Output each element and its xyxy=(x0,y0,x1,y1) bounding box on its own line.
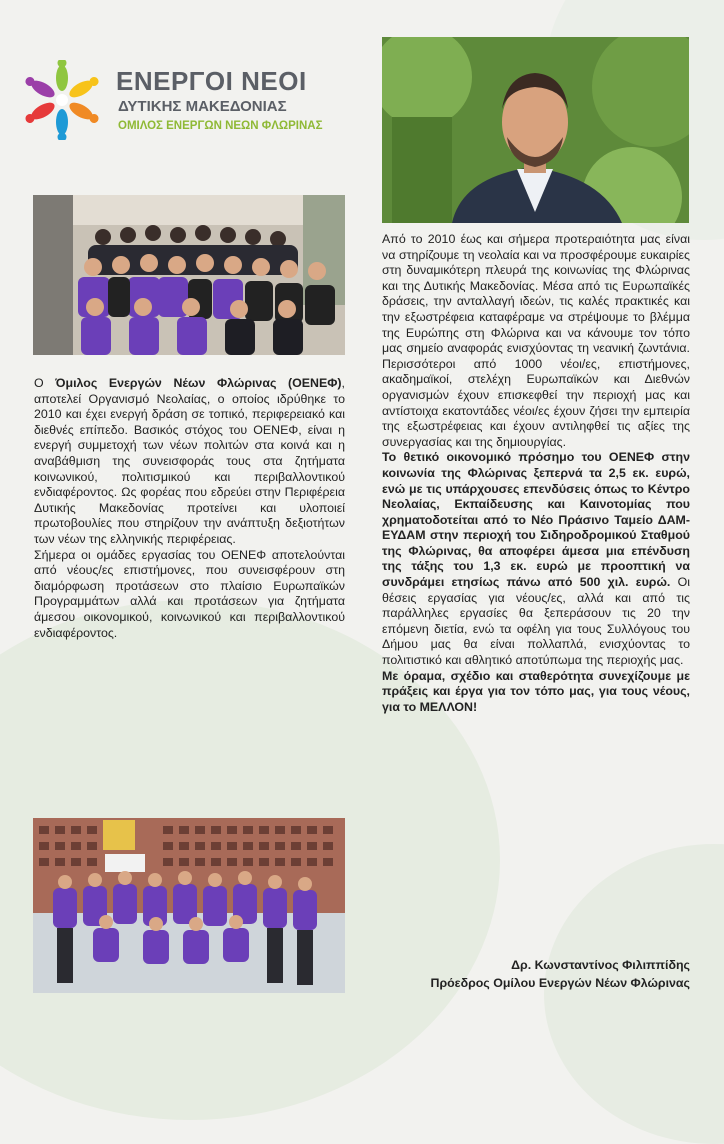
intro-column xyxy=(34,376,345,641)
organization-name: Όμιλος Ενεργών Νέων Φλώρινας (ΟΕΝΕΦ) xyxy=(55,376,342,390)
history-paragraph: Από το 2010 έως και σήμερα προτεραιότητα μας είναι να στηρίζουμε τη νεολαία και να προσφέρουμε ευκαιρίες στη δυναμικότερη πλευρά της κοινωνίας της Φλώρινας και της Δυτικής Μακεδονίας. Μέσα από τις Ευρωπαϊκές δράσεις, την ανταλλαγή ιδεών, τις καλές πρακτικές και την εξωστρέφεια καταφέραμε να στρέψουμε το βλέμμα της Ευρώπης στη Φλώρινα και να κάνουμε τον τόπο μας σημείο αναφοράς ενισχύοντας τη νεανική ζωντάνια. Περισσότεροι από 1000 νέοι/ες, επιστήμονες, ακαδημαϊκοί, στελέχη Ευρωπαϊκών και Διεθνών οργανισμών έχουν επισκεφθεί την περιοχή μας και αντίστοιχα εκατοντάδες νέοι/ες έχουν ζήσει την εμπειρία της εξωστρέφειας και έχουν αντιληφθεί τις αξίες της συνεργασίας και της δημιουργίας. xyxy=(382,232,690,449)
group-photo xyxy=(33,195,345,355)
organization-logo xyxy=(22,60,342,140)
president-statement-column xyxy=(382,232,690,715)
logo-title: ΕΝΕΡΓΟΙ ΝΕΟΙ xyxy=(116,66,307,96)
people-flower-icon xyxy=(22,60,102,140)
signature-block xyxy=(382,956,690,992)
vision-paragraph xyxy=(382,669,690,716)
signature-role: Πρόεδρος Ομίλου Ενεργών Νέων Φλώρινας xyxy=(430,976,690,990)
logo-tagline: ΟΜΙΛΟΣ ΕΝΕΡΓΩΝ ΝΕΩΝ ΦΛΩΡΙΝΑΣ xyxy=(118,120,323,132)
intro-lead: Ο xyxy=(34,376,56,390)
jobs-text: Οι θέσεις εργασίας για νέους/ες, αλλά και από τις παράλληλες εργασίες θα ξεπεράσουν τις 20 την επόμενη διετία, ενώ τα οφέλη για τους Συλλόγους του Δήμου μας θα είναι πολλαπλά, ενισχύοντας το πολιτιστικό και αθλητικό αποτύπωμα της περιοχής μας. xyxy=(382,575,690,668)
vision-statement: Με όραμα, σχέδιο και σταθερότητα συνεχίζουμε με πράξεις και έργα για τον τόπο μας, για τους νέους, για το ΜΕΛΛΟΝ! xyxy=(382,668,690,714)
president-portrait-photo xyxy=(382,37,689,223)
intro-body: , αποτελεί Οργανισμό Νεολαίας, ο οποίος ιδρύθηκε το 2010 και έχει ενεργή δράση σε τοπικό, περιφερειακό και διεθνές επίπεδο. Βασικός στόχος του ΟΕΝΕΦ, είναι η ενεργή συμμετοχή των νέων πολιτών στα κοινά και η αναβάθμιση της συνεισφοράς τους στα ζητήματα κοινωνικού, πολιτισμικού και περιβαλλοντικού ενδιαφέροντος. Ως φορέας που εδρεύει στην Περιφέρεια Δυτικής Μακεδονίας προτείνει και υλοποιεί πρωτοβουλίες που στηρίζουν την ανάπτυξη δεξιοτήτων των νέων της ελληνικής περιφέρειας. xyxy=(34,376,345,546)
logo-subtitle: ΔΥΤΙΚΗΣ ΜΑΚΕΔΟΝΙΑΣ xyxy=(118,98,287,115)
economic-paragraph xyxy=(382,450,690,668)
team-photo-building xyxy=(33,818,345,993)
signature-name: Δρ. Κωνσταντίνος Φιλιππίδης xyxy=(511,958,690,972)
economic-impact-highlight: Το θετικό οικονομικό πρόσημο του ΟΕΝΕΦ στην κοινωνία της Φλώρινας ξεπερνά τα 2,5 εκ. ευρώ, ενώ με τις υπάρχουσες επενδύσεις όπως το Κέντρο Νεολαίας, Εκπαίδευσης και Καινοτομίας που χρηματοδοτείται από το Νέο Πράσινο Ταμείο ΔΑΜ-ΕΥΔΑΜ στην περιοχή του Σιδηροδρομικού Σταθμού της Φλώρινας, θα αποφέρει άμεσα μια επένδυση της τάξης του 1,3 εκ. ευρώ με προοπτική να συνδράμει ετησίως πάνω από 500 χιλ. ευρώ. xyxy=(382,450,690,590)
background-shape xyxy=(544,844,724,1144)
intro-paragraph xyxy=(34,376,345,548)
teams-paragraph: Σήμερα οι ομάδες εργασίας του ΟΕΝΕΦ αποτελούνται από νέους/ες επιστήμονες, που συνεισφέρουν στη διαμόρφωση προτάσεων στο πλαίσιο Ευρωπαϊκών Προγραμμάτων αλλά και προτάσεων για ζητήματα άμεσου οικονομικού, κοινωνικού και περιβαλλοντικού ενδιαφέροντος. xyxy=(34,547,345,640)
